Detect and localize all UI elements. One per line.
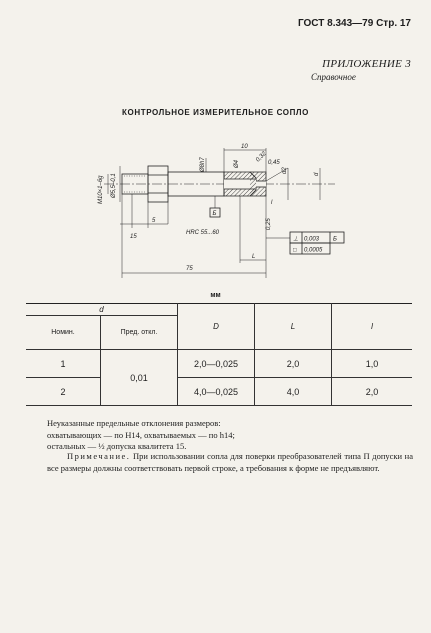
remark-text: При использовании сопла для поверки преобразователей типа П допуски на все размеры должны соответствовать первой строке, а требования к форме не предъявляют. <box>47 451 414 473</box>
dim025-label: 0,25 <box>266 218 272 230</box>
note-line: охватывающих — по Н14, охватываемых — по h14; <box>47 429 235 440</box>
header-tol: Пред. откл. <box>101 316 178 350</box>
nozzle-drawing <box>90 128 350 288</box>
hrc-label: HRC 55...60 <box>186 230 220 236</box>
header-d: d <box>26 304 178 316</box>
tol-perp-ref: Б <box>333 236 337 243</box>
appendix-reference: Справочное <box>311 72 356 82</box>
l-label: l <box>271 200 273 206</box>
dim5-label: 5 <box>152 218 156 224</box>
cell-L: 2,0 <box>255 350 332 378</box>
d4-label: Ø4 <box>234 159 240 168</box>
drawing-title: КОНТРОЛЬНОЕ ИЗМЕРИТЕЛЬНОЕ СОПЛО <box>122 108 309 117</box>
note-line: Неуказанные предельные отклонения размеров: <box>47 418 221 428</box>
appendix-title: ПРИЛОЖЕНИЕ 3 <box>322 58 411 70</box>
tol-flat-symbol: □ <box>293 247 297 254</box>
header-l: l <box>332 304 413 350</box>
tol-perp-symbol: ⊥ <box>293 236 299 243</box>
dimensions-table <box>26 303 412 406</box>
cell-nomin: 2 <box>26 378 101 406</box>
tol-perp-value: 0,003 <box>304 236 320 243</box>
header-D: D <box>178 304 255 350</box>
thread-label: М10×1–6g <box>98 175 104 204</box>
table-row <box>26 378 412 406</box>
units-label: мм <box>210 292 221 299</box>
header-nomin: Номин. <box>26 316 101 350</box>
cell-l: 1,0 <box>332 350 413 378</box>
cell-tolerance: 0,01 <box>101 350 178 406</box>
dia-outer-label: Ø5,5–0,1 <box>111 173 117 198</box>
cell-D: 4,0—0,025 <box>178 378 255 406</box>
d-label: d <box>314 172 320 176</box>
L-label: L <box>252 254 256 260</box>
notes-block <box>47 418 235 453</box>
dim032-label: 0,32 <box>255 150 268 164</box>
dim15-label: 15 <box>130 234 137 240</box>
cell-l: 2,0 <box>332 378 413 406</box>
dim75-label: 75 <box>186 266 193 272</box>
dim10-label: 10 <box>241 144 248 150</box>
dia-b-label: Ø8h7 <box>200 157 206 172</box>
dim045-label: 0,45 <box>268 160 280 166</box>
note-line: остальных — ½ допуска квалитета 15. <box>47 441 187 451</box>
header-L: L <box>255 304 332 350</box>
tol-flat-value: 0,0005 <box>304 247 323 254</box>
datum-label: Б <box>212 211 217 217</box>
remark-label: Примечание. <box>67 451 131 461</box>
d2-label: d2 <box>282 167 288 174</box>
page-header: ГОСТ 8.343—79 Стр. 17 <box>297 18 411 29</box>
remark-block <box>47 451 413 474</box>
cell-D: 2,0—0,025 <box>178 350 255 378</box>
cell-nomin: 1 <box>26 350 101 378</box>
cell-L: 4,0 <box>255 378 332 406</box>
table-row <box>26 350 412 378</box>
